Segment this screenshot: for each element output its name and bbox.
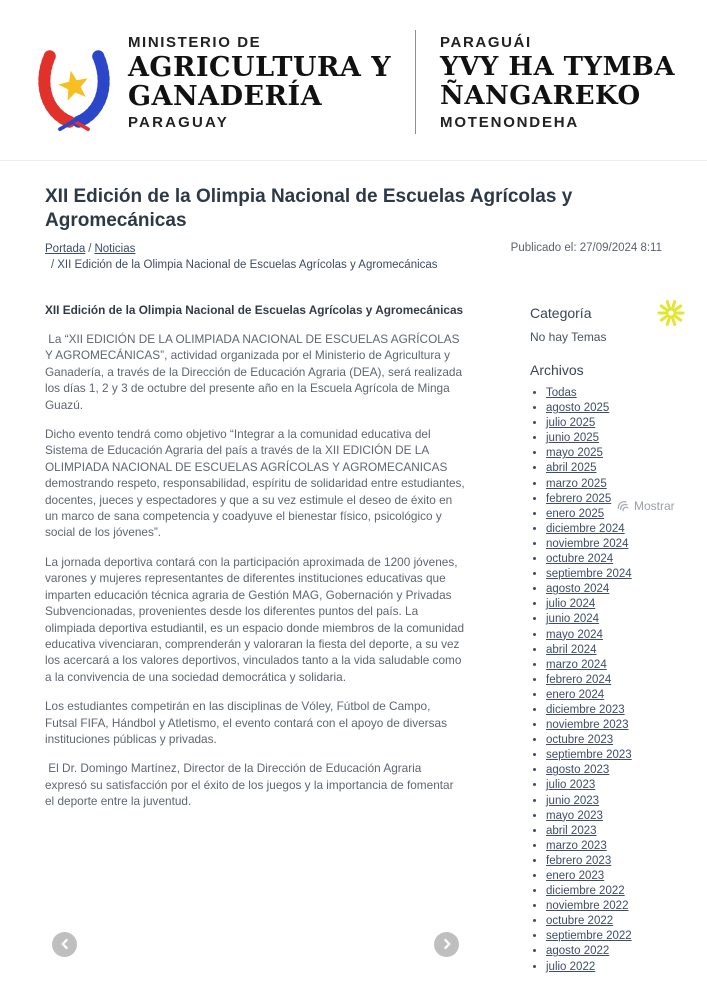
- archive-list-item: [546, 386, 687, 401]
- archive-link[interactable]: mayo 2023: [546, 809, 603, 822]
- archives-list: [530, 386, 687, 975]
- archive-link[interactable]: abril 2023: [546, 824, 597, 837]
- breadcrumb-separator: /: [51, 259, 55, 271]
- logo-right-line1: PARAGUÁI: [440, 33, 532, 51]
- archive-list-item: [546, 658, 687, 673]
- logo-left-line2: AGRICULTURA Y: [127, 51, 392, 83]
- mostrar-icon: [616, 499, 630, 513]
- archive-list-item: [546, 763, 687, 778]
- archive-list-item: [546, 643, 687, 658]
- breadcrumb: [45, 241, 438, 273]
- archive-list-item: [546, 899, 687, 914]
- archive-list-item: [546, 794, 687, 809]
- carousel-next-button[interactable]: [434, 932, 459, 957]
- archive-list-item: [546, 431, 687, 446]
- breadcrumb-link-portada[interactable]: Portada: [45, 243, 86, 255]
- chevron-left-icon: [57, 936, 73, 952]
- logo-right-line2: YVY HA TYMBA: [440, 51, 676, 82]
- archive-link[interactable]: noviembre 2022: [546, 900, 629, 913]
- archive-link[interactable]: octubre 2024: [546, 553, 614, 566]
- archive-list-item: [546, 461, 687, 476]
- archive-list-item: [546, 552, 687, 567]
- archive-list-item: [546, 628, 687, 643]
- archive-list-item: [546, 778, 687, 793]
- loading-spinner-icon: [657, 299, 685, 327]
- guarani-logo-text: [440, 34, 675, 131]
- archive-list-item: [546, 446, 687, 461]
- article-paragraph: La “XII EDICIÓN DE LA OLIMPIADA NACIONAL DE ESCUELAS AGRÍCOLAS Y AGROMECÁNICAS”, actividad organizada por el Ministerio de Agricultura y Ganadería, a través de la Dirección de Educación Agraria (DEA), será realizada los días 1, 2 y 3 de octubre del presente año en la Escuela Agrícola de Minga Guazú.: [45, 332, 463, 412]
- archive-link[interactable]: noviembre 2024: [546, 537, 629, 550]
- article-paragraph: Los estudiantes competirán en las disciplinas de Vóley, Fútbol de Campo, Futsal FIFA, Hándbol y Atletismo, el evento contará con el apoyo de diversas instituciones públicas y privadas.: [45, 699, 447, 746]
- carousel-prev-button[interactable]: [52, 932, 77, 957]
- published-date: Publicado el: 27/09/2024 8:11: [510, 242, 662, 254]
- archive-link[interactable]: agosto 2023: [546, 764, 610, 777]
- archive-link[interactable]: octubre 2022: [546, 915, 614, 928]
- archive-link[interactable]: junio 2025: [546, 432, 600, 445]
- page-title: XII Edición de la Olimpia Nacional de Escuelas Agrícolas y Agromecánicas: [45, 186, 573, 231]
- ministry-logo[interactable]: [32, 28, 391, 136]
- archive-list-item: [546, 703, 687, 718]
- logo-divider: [415, 30, 416, 134]
- archive-link[interactable]: febrero 2025: [546, 492, 612, 505]
- archive-list-item: [546, 869, 687, 884]
- archive-list-item: [546, 960, 687, 975]
- logo-left-line1: MINISTERIO DE: [127, 33, 262, 51]
- archive-link[interactable]: septiembre 2024: [546, 568, 632, 581]
- archive-link[interactable]: diciembre 2022: [546, 885, 625, 898]
- archive-link[interactable]: octubre 2023: [546, 734, 614, 747]
- archive-list-item: [546, 839, 687, 854]
- archive-link[interactable]: enero 2023: [546, 870, 605, 882]
- archive-list-item: [546, 537, 687, 552]
- archive-list-item: [546, 854, 687, 869]
- archive-link[interactable]: julio 2025: [546, 417, 596, 430]
- article-body: [45, 331, 465, 810]
- sidebar: [530, 303, 687, 975]
- archive-list-item: [546, 612, 687, 627]
- breadcrumb-separator: /: [88, 243, 92, 255]
- archive-link[interactable]: septiembre 2022: [546, 930, 632, 943]
- article-heading: XII Edición de la Olimpia Nacional de Escuelas Agrícolas y Agromecánicas: [45, 303, 464, 317]
- carousel-nav: [45, 932, 465, 957]
- archive-link[interactable]: diciembre 2023: [546, 703, 625, 716]
- archives-title: Archivos: [530, 362, 584, 378]
- archive-list-item: [546, 416, 687, 431]
- archive-link[interactable]: julio 2022: [546, 960, 596, 973]
- article-paragraph: Dicho evento tendrá como objetivo “Integrar a la comunidad educativa del Sistema de Educación Agraria del país a través de la XII EDICIÓN DE LA OLIMPIADA NACIONAL DE ESCUELAS AGRÍCOLAS Y AGROMECANICAS demostrando respeto, responsabilidad, espíritu de solidaridad entre estudiantes, docentes, jueces y espectadores y que a su vez estimule el deseo de éxito en un marco de sana competencia y coadyuve el bienestar físico, psicológico y social de los jóvenes”.: [45, 427, 465, 540]
- archive-list-item: [546, 597, 687, 612]
- archive-link[interactable]: julio 2023: [546, 779, 596, 792]
- archive-list-item: [546, 824, 687, 839]
- archive-list-item: [546, 477, 687, 492]
- archive-link[interactable]: febrero 2024: [546, 673, 612, 686]
- article: [45, 303, 465, 975]
- archive-link[interactable]: febrero 2023: [546, 854, 612, 867]
- archive-list-item: [546, 718, 687, 733]
- archive-list-item: [546, 582, 687, 597]
- article-paragraph: El Dr. Domingo Martínez, Director de la Dirección de Educación Agraria expresó su satisfacción por el éxito de los juegos y la importancia de fomentar el deporte entre la juventud.: [45, 761, 454, 809]
- archive-link[interactable]: abril 2024: [546, 643, 597, 656]
- category-title: Categoría: [530, 305, 592, 321]
- archive-link[interactable]: marzo 2023: [546, 839, 607, 852]
- logo-right-line4: MOTENONDEHA: [440, 113, 580, 131]
- mostrar-label: Mostrar: [634, 499, 675, 513]
- breadcrumb-current: XII Edición de la Olimpia Nacional de Escuelas Agrícolas y Agromecánicas: [57, 259, 438, 271]
- archive-list-item: [546, 401, 687, 416]
- logo-left-text: [128, 34, 391, 131]
- archive-list-item: [546, 929, 687, 944]
- archive-link[interactable]: diciembre 2024: [546, 522, 625, 535]
- site-header: [0, 0, 707, 161]
- archive-link[interactable]: agosto 2025: [546, 402, 610, 415]
- archive-list-item: [546, 914, 687, 929]
- paraguay-emblem-icon: [32, 28, 116, 136]
- archive-link[interactable]: junio 2023: [546, 794, 600, 807]
- archive-link[interactable]: mayo 2024: [546, 628, 603, 641]
- category-empty-text: No hay Temas: [530, 330, 607, 344]
- archive-list-item: [546, 688, 687, 703]
- archive-link[interactable]: junio 2024: [546, 613, 600, 626]
- archive-list-item: [546, 884, 687, 899]
- breadcrumb-link-noticias[interactable]: Noticias: [94, 243, 136, 255]
- archive-link[interactable]: septiembre 2023: [546, 749, 632, 762]
- archive-link[interactable]: enero 2025: [546, 507, 605, 520]
- archive-list-item: [546, 748, 687, 763]
- archive-link[interactable]: abril 2025: [546, 462, 597, 475]
- archive-link[interactable]: marzo 2025: [546, 477, 607, 490]
- chevron-right-icon: [439, 936, 455, 952]
- archive-list-item: [546, 809, 687, 824]
- archive-link[interactable]: agosto 2022: [546, 945, 610, 958]
- archive-link[interactable]: agosto 2024: [546, 583, 610, 596]
- archive-link[interactable]: Todas: [546, 387, 577, 399]
- archive-link[interactable]: enero 2024: [546, 688, 605, 701]
- article-paragraph: La jornada deportiva contará con la participación aproximada de 1200 jóvenes, varones y mujeres representantes de diferentes instituciones educativas que imparten educación técnica agraria de Gestión MAG, Gobernación y Privadas Subvencionadas, provenientes desde los diferentes puntos del país. La olimpiada deportiva estudiantil, es un espacio donde miembros de la comunidad educativa vivenciaran, comprenderán y valoraran la fiesta del deporte, a su vez los acercará a los valores deportivos, vinculados tanto a la vida saludable como a la convivencia de una sociedad democrática y solidaria.: [45, 554, 465, 684]
- logo-right-line3: ÑANGAREKO: [440, 80, 641, 111]
- archive-link[interactable]: noviembre 2023: [546, 719, 629, 732]
- logo-left-line3: GANADERÍA: [127, 80, 323, 112]
- logo-left-line4: PARAGUAY: [127, 113, 229, 131]
- archive-list-item: [546, 522, 687, 537]
- archive-link[interactable]: mayo 2025: [546, 447, 603, 460]
- archive-list-item: [546, 673, 687, 688]
- mostrar-widget[interactable]: [612, 497, 680, 515]
- archive-list-item: [546, 944, 687, 959]
- archive-link[interactable]: marzo 2024: [546, 658, 607, 671]
- archive-list-item: [546, 733, 687, 748]
- archive-list-item: [546, 567, 687, 582]
- archive-link[interactable]: julio 2024: [546, 598, 596, 611]
